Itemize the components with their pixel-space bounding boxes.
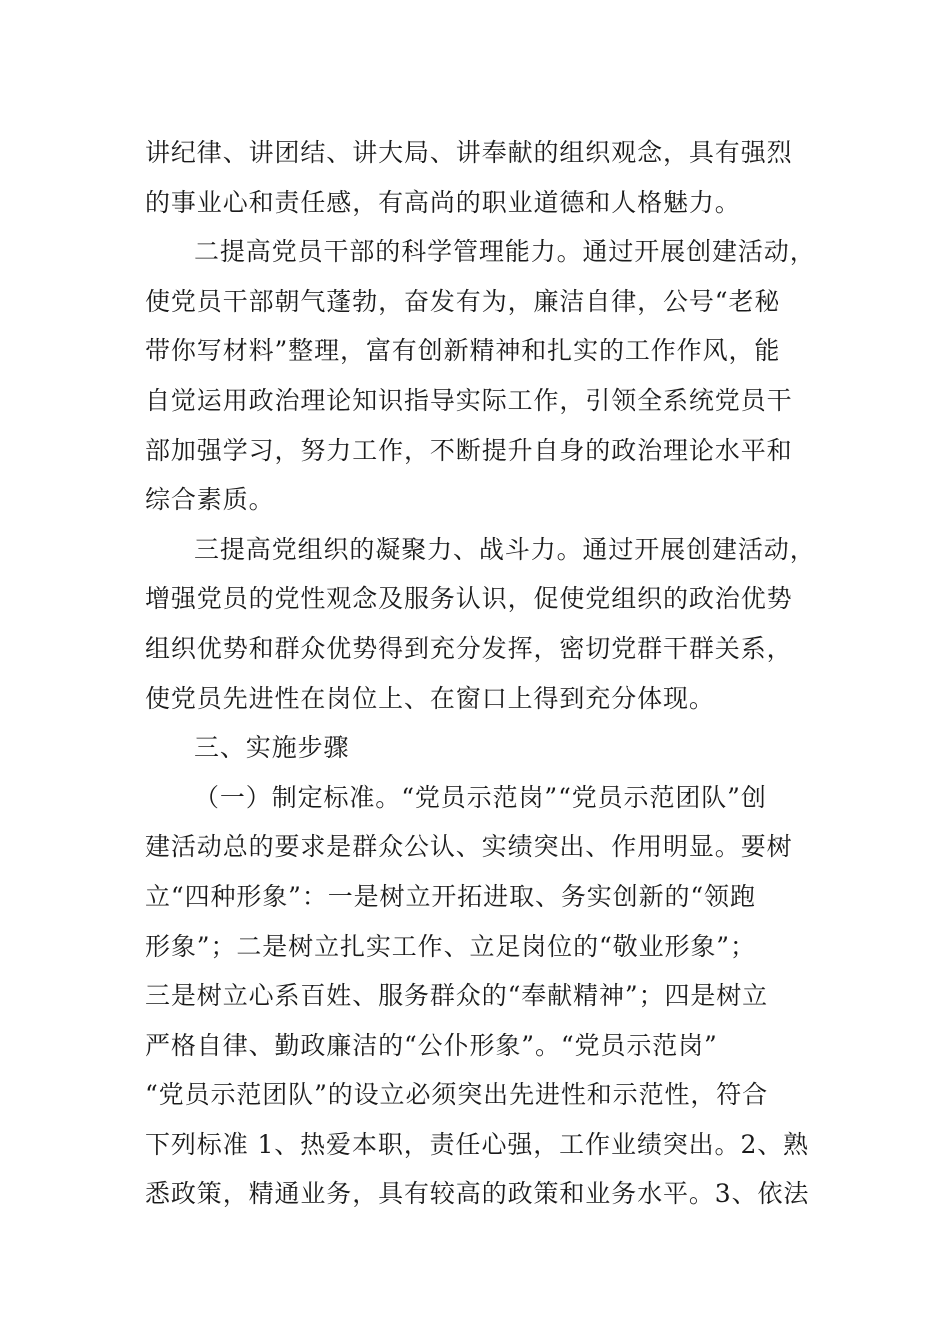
text-line: 严格自律、勤政廉洁的“公仆形象”。“党员示范岗” xyxy=(145,1030,718,1060)
text-line: 带你写材料”整理，富有创新精神和扎实的工作作风，能 xyxy=(145,336,781,366)
paragraph-start-line: （一）制定标准。“党员示范岗”“党员示范团队”创 xyxy=(194,782,767,812)
text-line: 的事业心和责任感，有高尚的职业道德和人格魅力。 xyxy=(145,187,741,217)
text-line: 讲纪律、讲团结、讲大局、讲奉献的组织观念，具有强烈 xyxy=(145,138,793,167)
text-line: 组织优势和群众优势得到充分发挥，密切党群干群关系， xyxy=(145,633,793,663)
text-line: 三是树立心系百姓、服务群众的“奉献精神”；四是树立 xyxy=(145,981,769,1011)
text-line: 部加强学习，努力工作，不断提升自身的政治理论水平和 xyxy=(145,435,793,465)
text-line: “党员示范团队”的设立必须突出先进性和示范性，符合 xyxy=(145,1080,769,1110)
text-line: 综合素质。 xyxy=(145,485,275,515)
section-heading: 三、实施步骤 xyxy=(194,733,350,763)
paragraph-start-line: 三提高党组织的凝聚力、战斗力。通过开展创建活动， xyxy=(194,534,816,564)
document-body xyxy=(145,128,815,1219)
paragraph-start-line: 二提高党员干部的科学管理能力。通过开展创建活动， xyxy=(194,237,816,267)
text-line: 使党员先进性在岗位上、在窗口上得到充分体现。 xyxy=(145,683,715,713)
text-line: 立“四种形象”：一是树立开拓进取、务实创新的“领跑 xyxy=(145,881,756,911)
text-line: 增强党员的党性观念及服务认识，促使党组织的政治优势 xyxy=(145,584,793,614)
text-line: 自觉运用政治理论知识指导实际工作，引领全系统党员干 xyxy=(145,385,793,415)
text-line: 形象”；二是树立扎实工作、立足岗位的“敬业形象”； xyxy=(145,931,756,961)
text-line: 悉政策，精通业务，具有较高的政策和业务水平。3、依法 xyxy=(145,1179,810,1209)
text-line: 下列标准 1、热爱本职，责任心强，工作业绩突出。2、熟 xyxy=(145,1129,810,1159)
text-line: 建活动总的要求是群众公认、实绩突出、作用明显。要树 xyxy=(145,832,793,862)
text-line: 使党员干部朝气蓬勃，奋发有为，廉洁自律，公号“老秘 xyxy=(145,286,781,316)
